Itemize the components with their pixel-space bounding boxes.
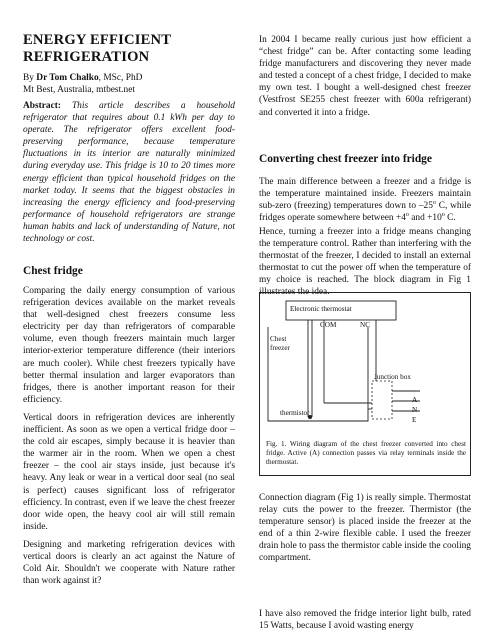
figure-caption: Fig. 1. Wiring diagram of the chest freezer converted into chest fridge. Active (A) connection passes via relay terminals inside the thermostat.: [266, 440, 466, 466]
paragraph-designing: Designing and marketing refrigeration devices with vertical doors is clearly an act against the Nature of Cold Air. Shouldn't we cooperate with Nature rather than work against it?: [23, 540, 235, 587]
main-diff-text-a: The main difference between a freezer and a fridge is the temperature maintained inside. Freezers maintain sub-zero (freezing) temperatures down to –25: [259, 177, 471, 212]
label-a: A: [412, 396, 418, 404]
label-chest: Chest: [270, 335, 287, 343]
main-diff-text-b: C, while fridges operate somewhere between +4: [259, 201, 471, 224]
heading-converting: Converting chest freezer into fridge: [259, 153, 432, 165]
label-electronic-thermostat: Electronic thermostat: [290, 305, 352, 313]
degree-sup-1: o: [432, 200, 436, 207]
author-name: Dr Tom Chalko: [36, 73, 99, 83]
paragraph-2004: In 2004 I became really curious just how efficient a “chest fridge” can be. After contacting some leading fridge manufacturers and discovering they never made and tested a concept of a chest fridge, I decided to make my own test. I bought a well-designed chest freezer (Vestfrost SE255 chest freezer with 600a refrigerant) and converted it into a fridge.: [259, 35, 471, 118]
heading-chest-fridge: Chest fridge: [23, 265, 83, 277]
author-block: [23, 72, 235, 96]
main-diff-text-c: and +10: [408, 213, 442, 224]
paragraph-main-difference: [259, 176, 471, 224]
figure-1: [259, 292, 471, 476]
label-thermistor: thermistor: [280, 409, 310, 417]
label-e: E: [412, 416, 417, 424]
label-nc: NC: [360, 321, 370, 329]
author-suffix: , MSc, PhD: [98, 73, 143, 83]
label-com: COM: [320, 321, 337, 329]
degree-sup-2: o: [405, 212, 409, 219]
paragraph-vertical-doors: Vertical doors in refrigeration devices are inherently inefficient. As soon as we open a vertical fridge door – the cold air escapes, simply because it is heavier than the warmer air in the room. When we open a chest freezer – the cool air stays inside, just because it's heavy. Any leak or wear in a vertical door seal (no seal is perfect) causes significant loss of refrigerator efficiency. In contrast, even if we leave the chest freezer door wide open, the heavy cool air will still remain inside.: [23, 413, 235, 532]
title-line-1: ENERGY EFFICIENT: [23, 32, 172, 48]
paragraph-removed-bulb: I have also removed the fridge interior light bulb, rated 15 Watts, because I avoid wasting energy: [259, 609, 471, 632]
abstract-label: Abstract:: [23, 101, 62, 111]
degree-sup-3: o: [441, 212, 445, 219]
abstract: [23, 100, 235, 245]
label-freezer: freezer: [270, 344, 290, 352]
main-diff-text-d: C.: [444, 213, 456, 224]
paragraph-comparing: Comparing the daily energy consumption of various refrigeration devices available on the market reveals that well-designed chest freezers consume less electricity per day than refrigerators of comparable volume, even though freezers maintain much larger interior-exterior temperature difference (their interiors are much cooler). While chest freezers typically have better thermal insulation and larger evaporators than fridges, there is another important reason for their efficiency.: [23, 286, 235, 405]
paragraph-connection: Connection diagram (Fig 1) is really simple. Thermostat relay cuts the power to the freezer. Thermistor (the temperature sensor) is placed inside the freezer at the end of a thin 2-wire flexible cable. I used the freezer drain hole to pass the thermistor cable inside the cooling compartment.: [259, 493, 471, 564]
junction-box: [372, 381, 392, 419]
article-title: [23, 32, 235, 66]
abstract-text: This article describes a household refrigerator that requires about 0.1 kWh per day to operate. The refrigerator offers excellent food-preserving performance, because temperature fluctuations in its interior are naturally minimized during everyday use. This fridge is 10 to 20 times more energy efficient than typical household fridges on the market today. It seems that the biggest obstacles in increasing the energy efficiency and food-preserving performance of household refrigerators are strange human habits and lack of understanding of Nature, not technology or cost.: [23, 101, 235, 245]
author-prefix: By: [23, 73, 37, 83]
title-line-2: REFRIGERATION: [23, 49, 150, 65]
paragraph-hence: Hence, turning a freezer into a fridge means changing the temperature control. Rather than interfering with the thermostat of the freezer, I decided to install an external thermostat to cut the power off when the temperature of my choice is reached. The block diagram in Fig 1 illustrates the idea.: [259, 227, 471, 298]
author-line: [23, 72, 235, 84]
label-junction-box: Junction box: [374, 373, 411, 381]
author-affiliation: Mt Best, Australia, mtbest.net: [23, 85, 135, 96]
label-n: N: [412, 406, 418, 414]
